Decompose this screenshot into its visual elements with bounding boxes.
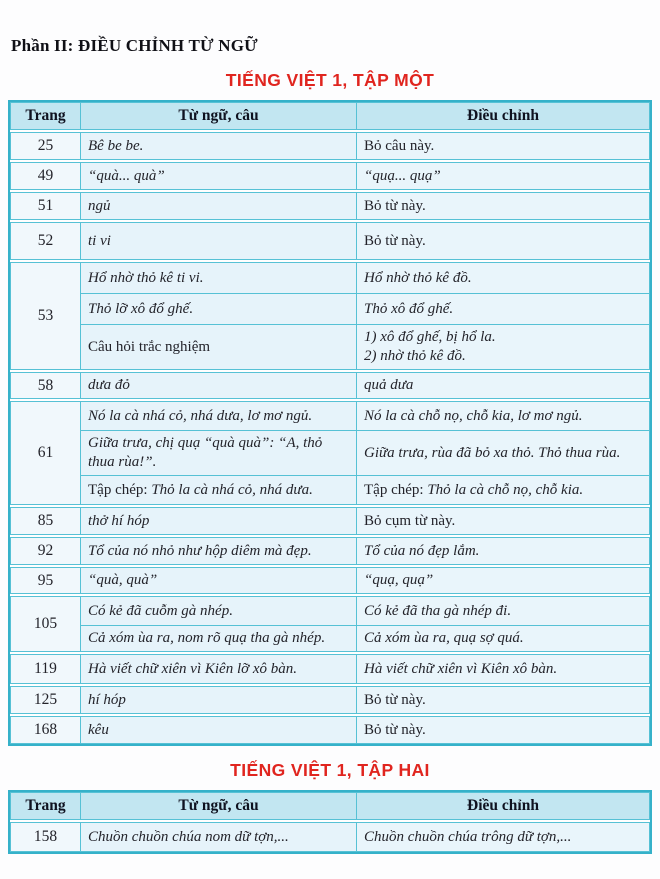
phrase-cell	[81, 717, 357, 743]
row-entries	[81, 223, 649, 259]
column-header-tu-ngu-cau: Từ ngữ, câu	[81, 103, 357, 129]
page-number-cell: 61	[11, 402, 81, 504]
text-segment: Giữa trưa, rùa đã bỏ xa thỏ. Thỏ thua rùa.	[364, 444, 621, 461]
table-row	[81, 655, 649, 683]
text-segment: hí hóp	[88, 691, 126, 708]
page-number-cell: 25	[11, 133, 81, 159]
table-row	[81, 717, 649, 743]
cell-text	[88, 300, 349, 319]
row-entries	[81, 538, 649, 564]
text-segment: Chuồn chuồn chúa nom dữ tợn,...	[88, 828, 289, 845]
text-segment: thở hí hóp	[88, 512, 150, 529]
adjustment-cell	[357, 655, 649, 683]
table-row-group	[10, 507, 650, 535]
adjustment-cell	[357, 431, 649, 475]
row-entries	[81, 163, 649, 189]
text-segment: Tổ của nó đẹp lắm.	[364, 542, 480, 559]
row-entries	[81, 133, 649, 159]
table-row	[81, 402, 649, 430]
adjustment-cell	[357, 626, 649, 651]
text-segment: ti vi	[88, 232, 111, 249]
table-row-group	[10, 262, 650, 370]
cell-text	[88, 571, 349, 590]
cell-text	[88, 376, 349, 395]
cell-text	[88, 167, 349, 186]
text-segment: Bỏ từ này.	[364, 691, 426, 708]
table-row	[81, 293, 649, 324]
page-number-cell: 95	[11, 568, 81, 593]
cell-text	[364, 629, 642, 648]
text-segment: Nó la cà nhá cỏ, nhá dưa, lơ mơ ngủ.	[88, 407, 313, 424]
cell-text	[364, 376, 642, 395]
cell-text	[364, 137, 642, 156]
cell-text	[364, 481, 642, 500]
adjustment-cell	[357, 193, 649, 219]
page-number-cell: 92	[11, 538, 81, 564]
table-row	[81, 163, 649, 189]
adjustment-cell	[357, 325, 649, 369]
phrase-cell	[81, 431, 357, 475]
column-header-trang: Trang	[11, 103, 81, 129]
row-entries	[81, 687, 649, 713]
row-entries	[81, 508, 649, 534]
text-segment: Nó la cà chỗ nọ, chỗ kia, lơ mơ ngủ.	[364, 407, 583, 424]
cell-text	[88, 434, 349, 472]
cell-text	[364, 328, 642, 366]
cell-text	[364, 691, 642, 710]
text-segment: Thỏ la cà chỗ nọ, chỗ kia.	[427, 481, 584, 498]
page-number-cell: 51	[11, 193, 81, 219]
page-number-cell: 49	[11, 163, 81, 189]
table-row	[81, 133, 649, 159]
adjustment-cell	[357, 508, 649, 534]
adjustment-cell	[357, 687, 649, 713]
phrase-cell	[81, 373, 357, 398]
text-segment: Có kẻ đã cuỗm gà nhép.	[88, 602, 233, 619]
cell-text	[88, 481, 349, 500]
table-row-group	[10, 596, 650, 652]
table-row	[81, 223, 649, 259]
text-segment: Hà viết chữ xiên vì Kiên xô bàn.	[364, 660, 558, 677]
table-row	[81, 373, 649, 398]
table-row-group	[10, 537, 650, 565]
adjustment-cell	[357, 597, 649, 625]
page-number-cell: 85	[11, 508, 81, 534]
cell-text	[364, 602, 642, 621]
adjustment-cell	[357, 717, 649, 743]
cell-text	[364, 300, 642, 319]
page-number-cell: 125	[11, 687, 81, 713]
table-row	[81, 597, 649, 625]
cell-text	[88, 721, 349, 740]
page-title: Phần II: ĐIỀU CHỈNH TỪ NGỮ	[11, 36, 258, 55]
text-segment: Câu hỏi trắc nghiệm	[88, 338, 211, 355]
cell-text	[364, 660, 642, 679]
text-segment: Tổ của nó nhỏ như hộp diêm mà đẹp.	[88, 542, 312, 559]
text-segment: “quà... quà”	[88, 167, 165, 184]
adjustment-cell	[357, 823, 649, 851]
text-segment: dưa đỏ	[88, 377, 130, 393]
correction-table-tap-mot	[8, 100, 652, 746]
cell-text	[88, 602, 349, 621]
correction-table-tap-hai	[8, 790, 652, 854]
phrase-cell	[81, 476, 357, 504]
table-row-group	[10, 132, 650, 160]
text-segment: Có kẻ đã tha gà nhép đi.	[364, 602, 512, 619]
table-row	[81, 508, 649, 534]
adjustment-cell	[357, 373, 649, 398]
text-segment: Giữa trưa, chị quạ “quà quà”: “A, thỏ thua rùa!”.	[88, 435, 323, 470]
text-segment: Bỏ cụm từ này.	[364, 512, 456, 529]
phrase-cell	[81, 294, 357, 324]
text-segment: Cả xóm ùa ra, nom rõ quạ tha gà nhép.	[88, 630, 326, 646]
page-number-cell: 58	[11, 373, 81, 398]
text-segment: Tập chép:	[364, 481, 428, 498]
table-row-group	[10, 401, 650, 505]
adjustment-cell	[357, 133, 649, 159]
table-row	[81, 263, 649, 293]
text-segment: Bê be be.	[88, 137, 144, 154]
cell-text	[88, 828, 349, 847]
section-title-tap-hai: TIẾNG VIỆT 1, TẬP HAI	[230, 760, 430, 780]
cell-text	[364, 269, 642, 288]
cell-text	[88, 197, 349, 216]
adjustment-cell	[357, 223, 649, 259]
row-entries	[81, 193, 649, 219]
phrase-cell	[81, 823, 357, 851]
phrase-cell	[81, 538, 357, 564]
text-segment: 1) xô đổ ghế, bị hổ la.	[364, 329, 496, 345]
phrase-cell	[81, 193, 357, 219]
table-row	[81, 823, 649, 851]
cell-text	[364, 232, 642, 251]
cell-text	[88, 407, 349, 426]
cell-text	[364, 571, 642, 590]
phrase-cell	[81, 508, 357, 534]
text-segment: Bỏ từ này.	[364, 232, 426, 249]
text-segment: quả dưa	[364, 377, 414, 393]
adjustment-cell	[357, 263, 649, 293]
text-segment: Chuồn chuồn chúa trông dữ tợn,...	[364, 828, 572, 845]
row-entries	[81, 655, 649, 683]
row-entries	[81, 717, 649, 743]
text-segment: Hổ nhờ thỏ kê đồ.	[364, 269, 472, 286]
text-segment: Hà viết chữ xiên vì Kiên lỡ xô bàn.	[88, 660, 298, 677]
text-segment: Tập chép:	[88, 481, 152, 498]
table-row	[81, 193, 649, 219]
cell-text	[364, 197, 642, 216]
cell-text	[88, 660, 349, 679]
text-segment: Bỏ câu này.	[364, 137, 435, 154]
table-row-group	[10, 192, 650, 220]
cell-text	[364, 542, 642, 561]
text-segment: “quạ... quạ”	[364, 167, 441, 184]
page-number-cell: 168	[11, 717, 81, 743]
page-number-cell: 105	[11, 597, 81, 651]
cell-text	[364, 828, 642, 847]
table-row-group	[10, 222, 650, 260]
text-segment: Bỏ từ này.	[364, 197, 426, 214]
phrase-cell	[81, 402, 357, 430]
text-segment: Thỏ lỡ xô đổ ghế.	[88, 300, 194, 317]
cell-text	[88, 691, 349, 710]
text-segment: “quà, quà”	[88, 572, 158, 588]
page-number-cell: 119	[11, 655, 81, 683]
table-row	[81, 430, 649, 475]
table-header-row	[10, 102, 650, 130]
phrase-cell	[81, 223, 357, 259]
cell-text	[88, 542, 349, 561]
row-entries	[81, 263, 649, 369]
table-header-row	[10, 792, 650, 820]
column-header-dieu-chinh: Điều chỉnh	[467, 797, 539, 814]
adjustment-cell	[357, 568, 649, 593]
phrase-cell	[81, 263, 357, 293]
cell-text	[364, 407, 642, 426]
table-row-group	[10, 567, 650, 594]
phrase-cell	[81, 687, 357, 713]
cell-text	[364, 444, 642, 463]
table-row-group	[10, 716, 650, 744]
phrase-cell	[81, 163, 357, 189]
row-entries	[81, 568, 649, 593]
adjustment-cell	[357, 294, 649, 324]
column-header-tu-ngu-cau: Từ ngữ, câu	[81, 793, 357, 819]
row-entries	[81, 597, 649, 651]
text-segment: Bỏ từ này.	[364, 721, 426, 738]
cell-text	[88, 269, 349, 288]
row-entries	[81, 373, 649, 398]
cell-text	[88, 629, 349, 648]
page-number-cell: 158	[11, 823, 81, 851]
table-row	[81, 538, 649, 564]
phrase-cell	[81, 325, 357, 369]
cell-text	[88, 338, 349, 357]
text-segment: Thỏ la cà nhá cỏ, nhá dưa.	[151, 481, 313, 498]
phrase-cell	[81, 655, 357, 683]
table-row	[81, 687, 649, 713]
phrase-cell	[81, 626, 357, 651]
cell-text	[88, 512, 349, 531]
phrase-cell	[81, 568, 357, 593]
table-row-group	[10, 162, 650, 190]
row-entries	[81, 402, 649, 504]
table-row	[81, 475, 649, 504]
table-row	[81, 324, 649, 369]
cell-text	[88, 232, 349, 251]
bottom-margin	[0, 854, 660, 874]
phrase-cell	[81, 133, 357, 159]
adjustment-cell	[357, 476, 649, 504]
adjustment-cell	[357, 538, 649, 564]
text-segment: ngủ	[88, 197, 111, 214]
text-segment: 2) nhờ thỏ kê đồ.	[364, 348, 466, 364]
cell-text	[88, 137, 349, 156]
cell-text	[364, 512, 642, 531]
text-segment: Thỏ xô đổ ghế.	[364, 300, 454, 317]
cell-text	[364, 167, 642, 186]
table-row-group	[10, 686, 650, 714]
text-segment: kêu	[88, 721, 109, 738]
text-segment: Cả xóm ùa ra, quạ sợ quá.	[364, 630, 524, 646]
table-row-group	[10, 654, 650, 684]
phrase-cell	[81, 597, 357, 625]
adjustment-cell	[357, 163, 649, 189]
column-header-trang: Trang	[11, 793, 81, 819]
column-header-dieu-chinh: Điều chỉnh	[467, 107, 539, 124]
adjustment-cell	[357, 402, 649, 430]
section-title-tap-mot: TIẾNG VIỆT 1, TẬP MỘT	[225, 70, 435, 90]
page-number-cell: 52	[11, 223, 81, 259]
table-row-group	[10, 822, 650, 852]
text-segment: “quạ, quạ”	[364, 572, 434, 588]
row-entries	[81, 823, 649, 851]
text-segment: Hổ nhờ thỏ kê ti vi.	[88, 269, 204, 286]
table-row	[81, 625, 649, 651]
table-row	[81, 568, 649, 593]
page-number-cell: 53	[11, 263, 81, 369]
table-row-group	[10, 372, 650, 399]
cell-text	[364, 721, 642, 740]
